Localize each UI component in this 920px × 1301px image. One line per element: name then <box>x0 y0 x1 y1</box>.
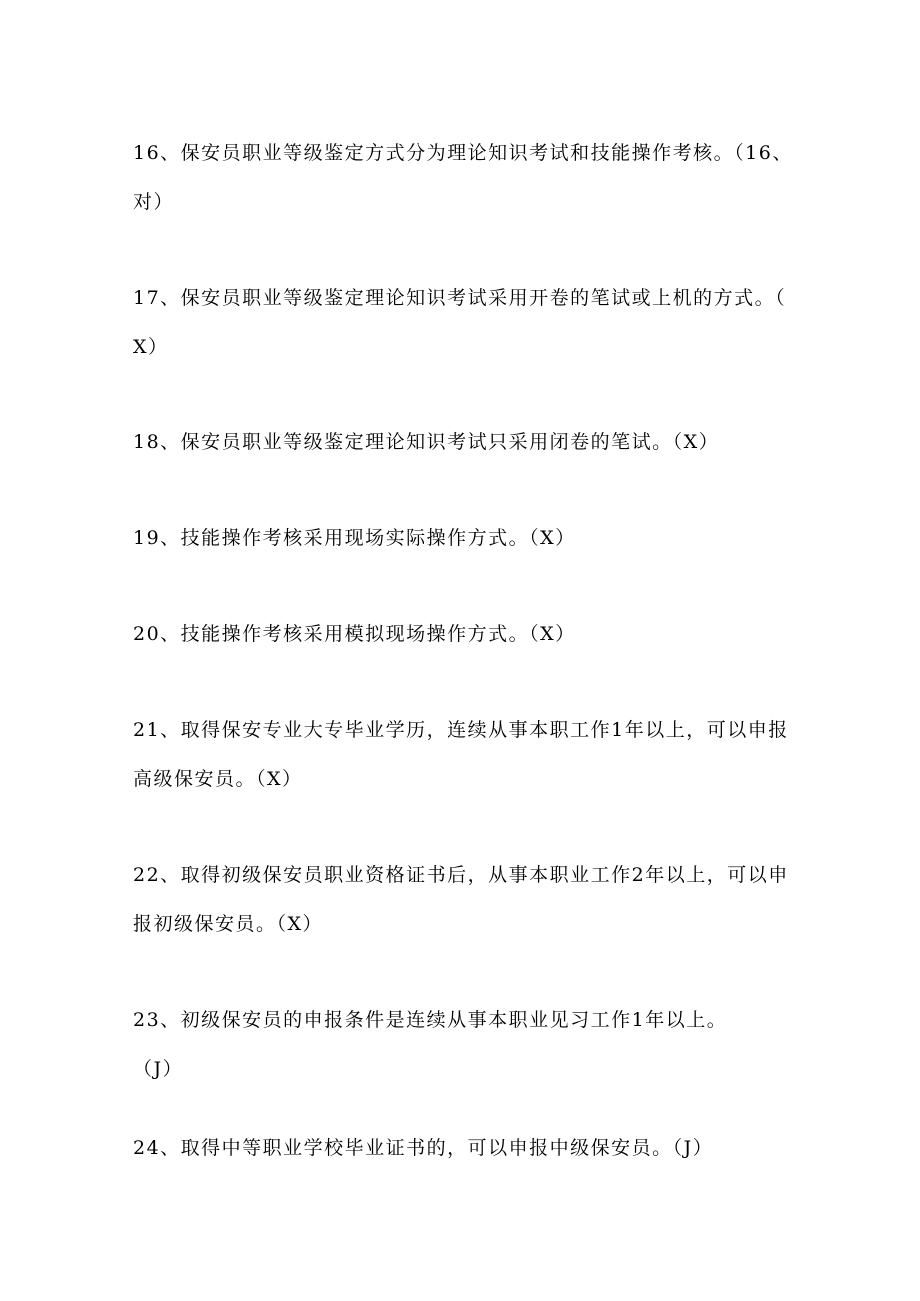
question-19 <box>133 514 783 563</box>
question-23-line-1: 23、初级保安员的申报条件是连续从事本职业见习工作1年以上。 <box>133 1009 728 1031</box>
question-17-line-2: X） <box>133 336 169 358</box>
question-19-line-1: 19、技能操作考核采用现场实际操作方式。（X） <box>133 527 576 549</box>
question-21 <box>133 706 789 804</box>
question-22-line-1: 22、取得初级保安员职业资格证书后，从事本职业工作2年以上，可以申 <box>133 864 789 886</box>
question-21-line-1: 21、取得保安专业大专毕业学历，连续从事本职工作1年以上，可以申报 <box>133 719 789 741</box>
question-23 <box>133 996 783 1094</box>
question-22-line-2: 报初级保安员。（X） <box>133 913 324 935</box>
question-20 <box>133 610 783 659</box>
question-23-line-2: （J） <box>133 1058 184 1080</box>
question-17-line-1: 17、保安员职业等级鉴定理论知识考试采用开卷的笔试或上机的方式。（ <box>133 287 787 309</box>
question-18 <box>133 418 783 467</box>
question-24 <box>133 1124 783 1173</box>
question-20-line-1: 20、技能操作考核采用模拟现场操作方式。（X） <box>133 623 576 645</box>
question-24-line-1: 24、取得中等职业学校毕业证书的，可以申报中级保安员。（J） <box>133 1137 714 1159</box>
question-16 <box>133 129 793 227</box>
question-16-line-2: 对） <box>133 191 175 213</box>
question-21-line-2: 高级保安员。（X） <box>133 768 303 790</box>
question-17 <box>133 274 787 372</box>
question-18-line-1: 18、保安员职业等级鉴定理论知识考试只采用闭卷的笔试。（X） <box>133 431 720 453</box>
question-16-line-1: 16、保安员职业等级鉴定方式分为理论知识考试和技能操作考核。（16、 <box>133 142 793 164</box>
question-22 <box>133 851 789 949</box>
